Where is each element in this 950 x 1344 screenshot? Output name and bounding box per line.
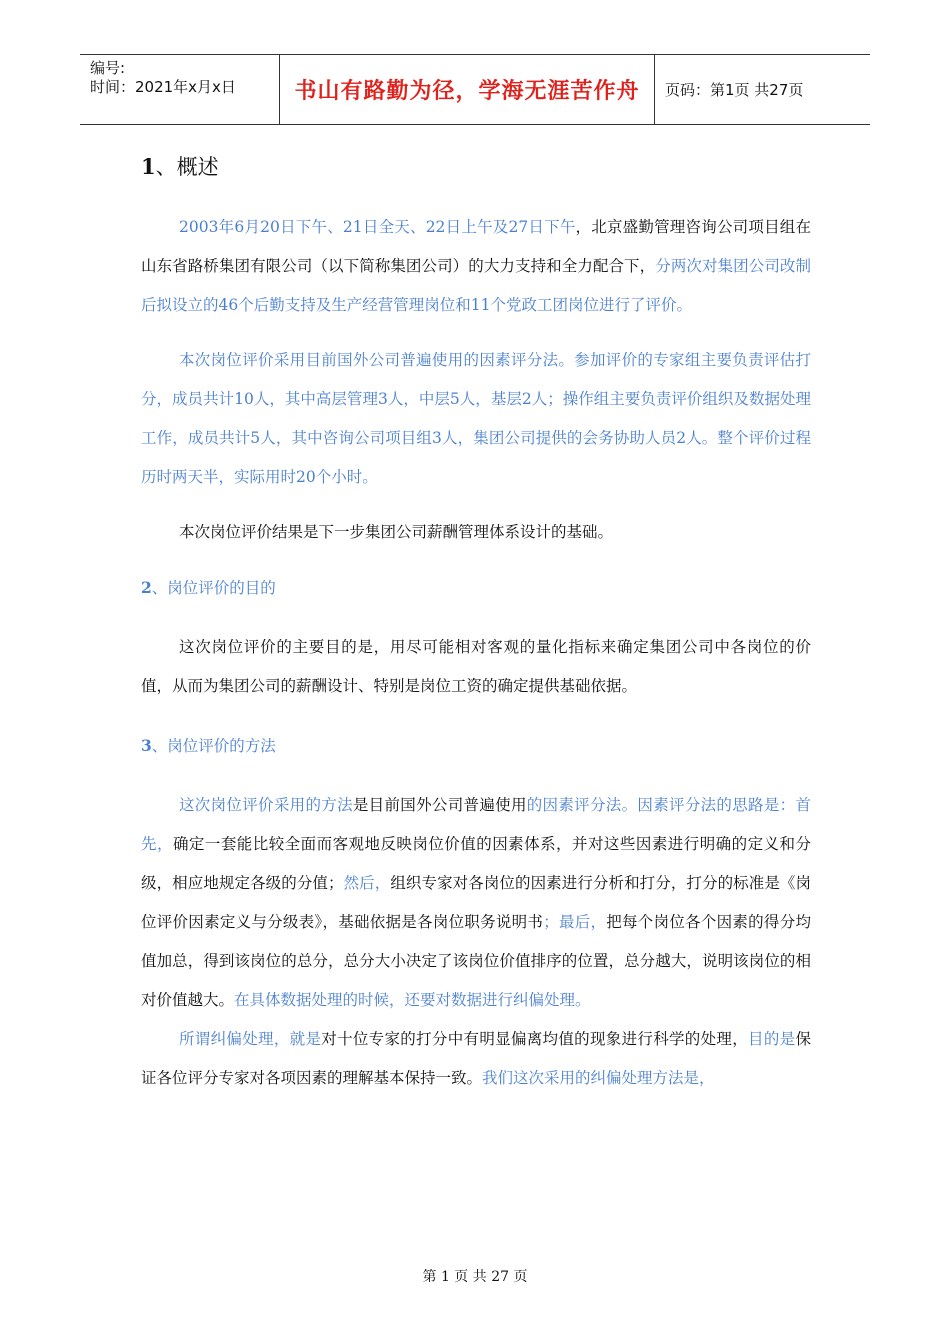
text-span: 保证各位评分专家对各项因素的理解基本保持一致。 bbox=[141, 1030, 811, 1087]
page-footer: 第 1 页 共 27 页 bbox=[422, 1269, 528, 1285]
text-span: ；最后， bbox=[543, 913, 607, 931]
text-span: 在具体数据处理的时候，还要对数据进行纠偏处理。 bbox=[234, 991, 591, 1009]
text-span: 然后， bbox=[343, 874, 391, 892]
document-body bbox=[141, 150, 811, 1098]
text-span: 所谓纠偏处理，就是 bbox=[179, 1030, 322, 1048]
text-span: 我们这次采用的纠偏处理方法是， bbox=[482, 1069, 715, 1087]
section-1-paragraph-1 bbox=[141, 208, 811, 325]
header-page-info: 页码：第1页 共27页 bbox=[665, 81, 804, 99]
text-span: 把每个岗位各个因素的得分均值加总，得到该岗位的总分，总分大小决定了该岗位价值排序的位置，总分越大，说明该岗位的相对价值越大。 bbox=[141, 913, 811, 1009]
text-span: 这次岗位评价采用的方法 bbox=[179, 796, 353, 814]
text-span: ，北京盛勤管理咨询公司项目组在山东省路桥集团有限公司（以下简称集团公司）的大力支持和全力配合下， bbox=[141, 218, 811, 275]
section-3-paragraph-1 bbox=[141, 786, 811, 1020]
text-span: 2003年6月20日下午、21日全天、22日上午及27日下午 bbox=[179, 218, 576, 236]
text-span: 分两次对集团公司改制后拟设立的46个后勤支持及生产经营管理岗位和11个党政工团岗位进行了评价。 bbox=[141, 257, 811, 314]
doc-id-label: 编号: bbox=[90, 59, 126, 77]
section-1-heading bbox=[141, 150, 811, 184]
text-span: 目的是 bbox=[748, 1030, 796, 1048]
doc-time-label: 时间：2021年x月x日 bbox=[90, 78, 236, 96]
section-3-paragraph-2 bbox=[141, 1020, 811, 1098]
page-header bbox=[80, 54, 870, 125]
section-2-title: 、岗位评价的目的 bbox=[151, 579, 276, 597]
header-meta bbox=[80, 55, 280, 124]
section-1-title: 、概述 bbox=[155, 155, 219, 179]
section-1-paragraph-2: 本次岗位评价采用目前国外公司普遍使用的因素评分法。参加评价的专家组主要负责评估打分，成员共计10人，其中高层管理3人，中层5人，基层2人；操作组主要负责评价组织及数据处理工作，成员共计5人，其中咨询公司项目组3人，集团公司提供的会务协助人员2人。整个评价过程历时两天半，实际用时20个小时。 bbox=[141, 351, 811, 486]
section-2-paragraph-1: 这次岗位评价的主要目的是，用尽可能相对客观的量化指标来确定集团公司中各岗位的价值，从而为集团公司的薪酬设计、特别是岗位工资的确定提供基础依据。 bbox=[141, 638, 811, 695]
text-span: 确定一套能比较全面而客观地反映岗位价值的因素体系，并对这些因素进行明确的定义和分级，相应地规定各级的分值； bbox=[141, 835, 811, 892]
section-2-number: 2 bbox=[141, 578, 152, 597]
text-span: 的因素评分法。因素评分法的思路是：首先， bbox=[141, 796, 811, 853]
section-1-paragraph-3: 本次岗位评价结果是下一步集团公司薪酬管理体系设计的基础。 bbox=[179, 523, 614, 541]
section-3-heading bbox=[141, 726, 811, 766]
text-span: 对十位专家的打分中有明显偏离均值的现象进行科学的处理， bbox=[321, 1030, 749, 1048]
section-3-title: 、岗位评价的方法 bbox=[151, 737, 276, 755]
text-span: 组织专家对各岗位的因素进行分析和打分，打分的标准是《岗位评价因素定义与分级表》，基础依据是各岗位职务说明书 bbox=[141, 874, 811, 931]
section-3-number: 3 bbox=[141, 736, 152, 755]
section-1-number: 1 bbox=[141, 154, 156, 179]
header-motto: 书山有路勤为径，学海无涯苦作舟 bbox=[280, 55, 655, 124]
text-span: 是目前国外公司普遍使用 bbox=[352, 796, 527, 814]
section-2-heading bbox=[141, 568, 811, 608]
